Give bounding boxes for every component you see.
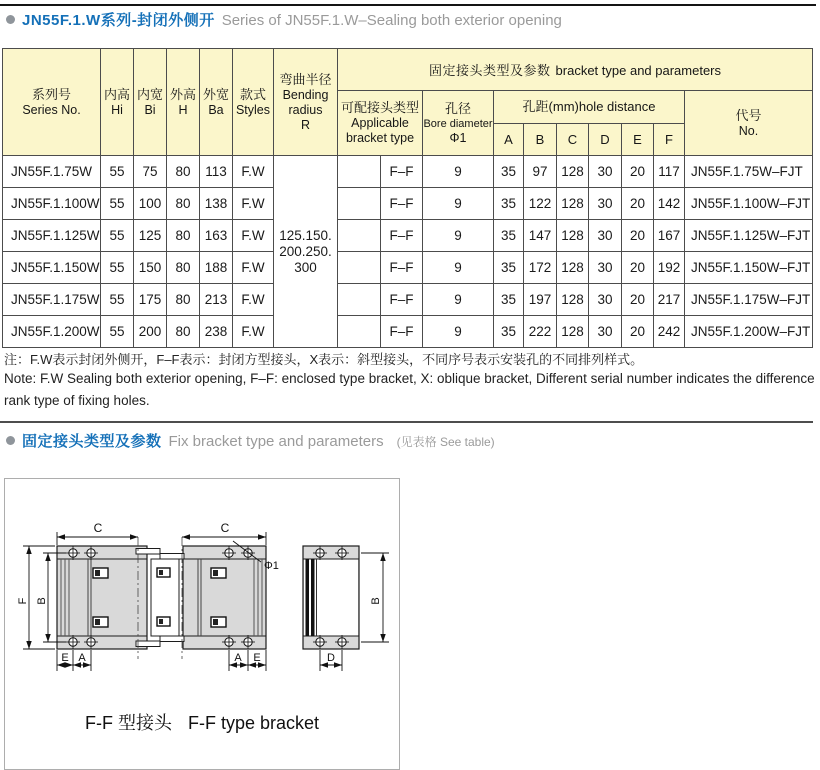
section2-title-en: Fix bracket type and parameters — [168, 433, 384, 450]
cell-code: JN55F.1.175W–FJT — [685, 284, 813, 316]
cell-a: 35 — [494, 284, 524, 316]
dim-label-b-left: B — [36, 597, 48, 605]
series-header-en: Series No. — [22, 102, 81, 117]
cell-f: 167 — [654, 220, 685, 252]
col-header-style — [233, 49, 274, 156]
ba-header-zh: 外宽 — [202, 86, 229, 102]
bullet-icon — [6, 15, 15, 24]
bracket-diagram — [4, 478, 400, 770]
cell-e: 20 — [622, 188, 654, 220]
cell-style: F.W — [233, 284, 274, 316]
cell-b: 122 — [524, 188, 557, 220]
cell-a: 35 — [494, 252, 524, 284]
cell-c: 128 — [557, 252, 589, 284]
cell-empty — [338, 188, 381, 220]
cell-style: F.W — [233, 220, 274, 252]
cell-empty — [338, 284, 381, 316]
cell-f: 242 — [654, 316, 685, 348]
col-header-code — [685, 91, 813, 156]
cell-style: F.W — [233, 252, 274, 284]
cell-f: 217 — [654, 284, 685, 316]
cell-bi: 150 — [134, 252, 167, 284]
cell-bending-radius — [274, 156, 338, 348]
style-header-en: Styles — [235, 102, 271, 117]
cell-h: 80 — [167, 188, 200, 220]
col-header-d: D — [589, 124, 622, 156]
header-row-1 — [3, 49, 813, 91]
cell-a: 35 — [494, 316, 524, 348]
dim-label-a-left: A — [78, 652, 86, 664]
bullet-icon — [6, 436, 15, 445]
dim-label-e-left: E — [61, 652, 69, 664]
cell-bi: 100 — [134, 188, 167, 220]
cell-bracket-type: F–F — [381, 284, 423, 316]
cell-d: 30 — [589, 188, 622, 220]
dim-label-e-right: E — [253, 652, 261, 664]
cell-h: 80 — [167, 284, 200, 316]
cell-b: 97 — [524, 156, 557, 188]
hi-header-zh: 内高 — [103, 86, 130, 102]
col-header-bending-radius — [274, 49, 338, 156]
cell-bore-diameter: 9 — [423, 252, 494, 284]
bending-radius-line: 200.250. — [279, 243, 332, 259]
cell-e: 20 — [622, 220, 654, 252]
cell-code: JN55F.1.125W–FJT — [685, 220, 813, 252]
bending-header-r: R — [300, 117, 311, 132]
cell-b: 222 — [524, 316, 557, 348]
cell-d: 30 — [589, 220, 622, 252]
cell-b: 172 — [524, 252, 557, 284]
cell-d: 30 — [589, 252, 622, 284]
note-en: Note: F.W Sealing both exterior opening, F–F: enclosed type bracket, X: oblique bracket, Different serial number indicates the difference rank type of fixing holes. — [4, 371, 815, 408]
bending-header-zh: 弯曲半径 — [279, 71, 332, 87]
cell-d: 30 — [589, 284, 622, 316]
cell-empty — [338, 252, 381, 284]
cell-h: 80 — [167, 156, 200, 188]
series-header-zh: 系列号 — [31, 86, 71, 102]
col-header-e: E — [622, 124, 654, 156]
note-zh: 注：F.W表示封闭外侧开，F–F表示：封闭方型接头，X表示：斜型接头，不同序号表示安装孔的不同排列样式。 — [4, 352, 644, 367]
cell-ba: 188 — [200, 252, 233, 284]
dim-label-f: F — [17, 597, 29, 605]
table-row — [3, 220, 813, 252]
bore-header-phi: Φ1 — [449, 130, 467, 145]
top-rule — [0, 4, 816, 6]
cell-empty — [338, 156, 381, 188]
col-header-bore-diameter — [423, 91, 494, 156]
cell-hi: 55 — [101, 188, 134, 220]
cell-series: JN55F.1.200W — [3, 316, 101, 348]
cell-series: JN55F.1.100W — [3, 188, 101, 220]
code-header-en: No. — [738, 123, 759, 138]
col-header-h — [167, 49, 200, 156]
col-header-a: A — [494, 124, 524, 156]
col-header-ba — [200, 49, 233, 156]
col-header-applicable-bracket — [338, 91, 423, 156]
cell-d: 30 — [589, 156, 622, 188]
section2-heading — [6, 430, 495, 451]
bending-radius-line: 300 — [294, 259, 317, 275]
bending-radius-line: 125.150. — [279, 227, 332, 243]
table-row — [3, 252, 813, 284]
cell-e: 20 — [622, 156, 654, 188]
code-header-zh: 代号 — [735, 107, 762, 123]
cell-bi: 125 — [134, 220, 167, 252]
diagram-caption — [5, 709, 399, 735]
col-header-series — [3, 49, 101, 156]
cell-code: JN55F.1.150W–FJT — [685, 252, 813, 284]
cell-ba: 163 — [200, 220, 233, 252]
cell-c: 128 — [557, 284, 589, 316]
cell-bore-diameter: 9 — [423, 156, 494, 188]
col-header-hi — [101, 49, 134, 156]
cell-c: 128 — [557, 156, 589, 188]
dim-label-phi1: Φ1 — [264, 560, 279, 572]
bending-header-en: Bending radius — [282, 87, 329, 117]
cell-style: F.W — [233, 188, 274, 220]
dim-label-a-right: A — [234, 652, 242, 664]
cell-empty — [338, 220, 381, 252]
cell-code: JN55F.1.75W–FJT — [685, 156, 813, 188]
cell-a: 35 — [494, 220, 524, 252]
cell-bracket-type: F–F — [381, 316, 423, 348]
cell-bracket-type: F–F — [381, 156, 423, 188]
cell-c: 128 — [557, 220, 589, 252]
section1-title-en: Series of JN55F.1.W–Sealing both exterior opening — [221, 12, 562, 29]
caption-en: F-F type bracket — [187, 713, 320, 733]
cell-c: 128 — [557, 188, 589, 220]
applicable-header-en: Applicable bracket type — [345, 116, 415, 145]
cell-series: JN55F.1.175W — [3, 284, 101, 316]
cell-e: 20 — [622, 316, 654, 348]
cell-e: 20 — [622, 284, 654, 316]
section2-title-zh: 固定接头类型及参数 — [22, 433, 162, 450]
section2-see-table: (见表格 See table) — [396, 435, 495, 449]
cell-bi: 75 — [134, 156, 167, 188]
col-header-f: F — [654, 124, 685, 156]
h-header-en: H — [178, 102, 188, 117]
col-header-b: B — [524, 124, 557, 156]
cell-ba: 238 — [200, 316, 233, 348]
cell-bi: 200 — [134, 316, 167, 348]
distance-header-label: 孔距(mm)hole distance — [522, 99, 656, 114]
section-divider — [0, 421, 813, 423]
h-header-zh: 外高 — [169, 86, 196, 102]
bi-header-en: Bi — [144, 102, 156, 117]
cell-a: 35 — [494, 156, 524, 188]
spec-table — [2, 48, 813, 348]
col-header-hole-distance — [494, 91, 685, 124]
bi-header-zh: 内宽 — [136, 86, 163, 102]
table-row — [3, 156, 813, 188]
cell-ba: 138 — [200, 188, 233, 220]
cell-c: 128 — [557, 316, 589, 348]
bore-header-zh: 孔径 — [444, 100, 471, 116]
cell-b: 147 — [524, 220, 557, 252]
group-header-en: bracket type and parameters — [555, 63, 722, 78]
dim-label-c-right: C — [220, 521, 230, 535]
cell-series: JN55F.1.75W — [3, 156, 101, 188]
bore-header-en: Bore diameter — [423, 117, 493, 130]
cell-h: 80 — [167, 316, 200, 348]
table-row — [3, 316, 813, 348]
table-row — [3, 284, 813, 316]
caption-zh: F-F 型接头 — [84, 713, 172, 733]
table-row — [3, 188, 813, 220]
dim-label-b-side: B — [370, 597, 382, 605]
cell-series: JN55F.1.125W — [3, 220, 101, 252]
cell-bracket-type: F–F — [381, 252, 423, 284]
col-header-bi — [134, 49, 167, 156]
cell-h: 80 — [167, 220, 200, 252]
cell-style: F.W — [233, 156, 274, 188]
dim-label-c-left: C — [93, 521, 103, 535]
hi-header-en: Hi — [111, 102, 123, 117]
cell-d: 30 — [589, 316, 622, 348]
cell-code: JN55F.1.200W–FJT — [685, 316, 813, 348]
cell-bi: 175 — [134, 284, 167, 316]
cell-ba: 113 — [200, 156, 233, 188]
cell-bore-diameter: 9 — [423, 316, 494, 348]
cell-hi: 55 — [101, 220, 134, 252]
cell-b: 197 — [524, 284, 557, 316]
cell-hi: 55 — [101, 316, 134, 348]
cell-series: JN55F.1.150W — [3, 252, 101, 284]
col-header-c: C — [557, 124, 589, 156]
cell-bore-diameter: 9 — [423, 284, 494, 316]
section1-title-zh: JN55F.1.W系列-封闭外侧开 — [22, 12, 215, 29]
ba-header-en: Ba — [208, 102, 224, 117]
cell-f: 142 — [654, 188, 685, 220]
dim-label-d: D — [327, 652, 335, 664]
cell-bore-diameter: 9 — [423, 188, 494, 220]
cell-bracket-type: F–F — [381, 188, 423, 220]
cell-ba: 213 — [200, 284, 233, 316]
cell-f: 117 — [654, 156, 685, 188]
front-view — [57, 537, 266, 659]
cell-style: F.W — [233, 316, 274, 348]
cell-bore-diameter: 9 — [423, 220, 494, 252]
cell-hi: 55 — [101, 284, 134, 316]
side-view — [303, 546, 359, 649]
style-header-zh: 款式 — [239, 86, 266, 102]
cell-hi: 55 — [101, 252, 134, 284]
section1-heading — [6, 9, 562, 30]
cell-empty — [338, 316, 381, 348]
cell-hi: 55 — [101, 156, 134, 188]
cell-f: 192 — [654, 252, 685, 284]
cell-code: JN55F.1.100W–FJT — [685, 188, 813, 220]
group-header-zh: 固定接头类型及参数 — [429, 63, 551, 78]
cell-e: 20 — [622, 252, 654, 284]
applicable-header-zh: 可配接头类型 — [340, 100, 419, 115]
cell-h: 80 — [167, 252, 200, 284]
col-header-bracket-group — [338, 49, 813, 91]
cell-a: 35 — [494, 188, 524, 220]
cell-bracket-type: F–F — [381, 220, 423, 252]
